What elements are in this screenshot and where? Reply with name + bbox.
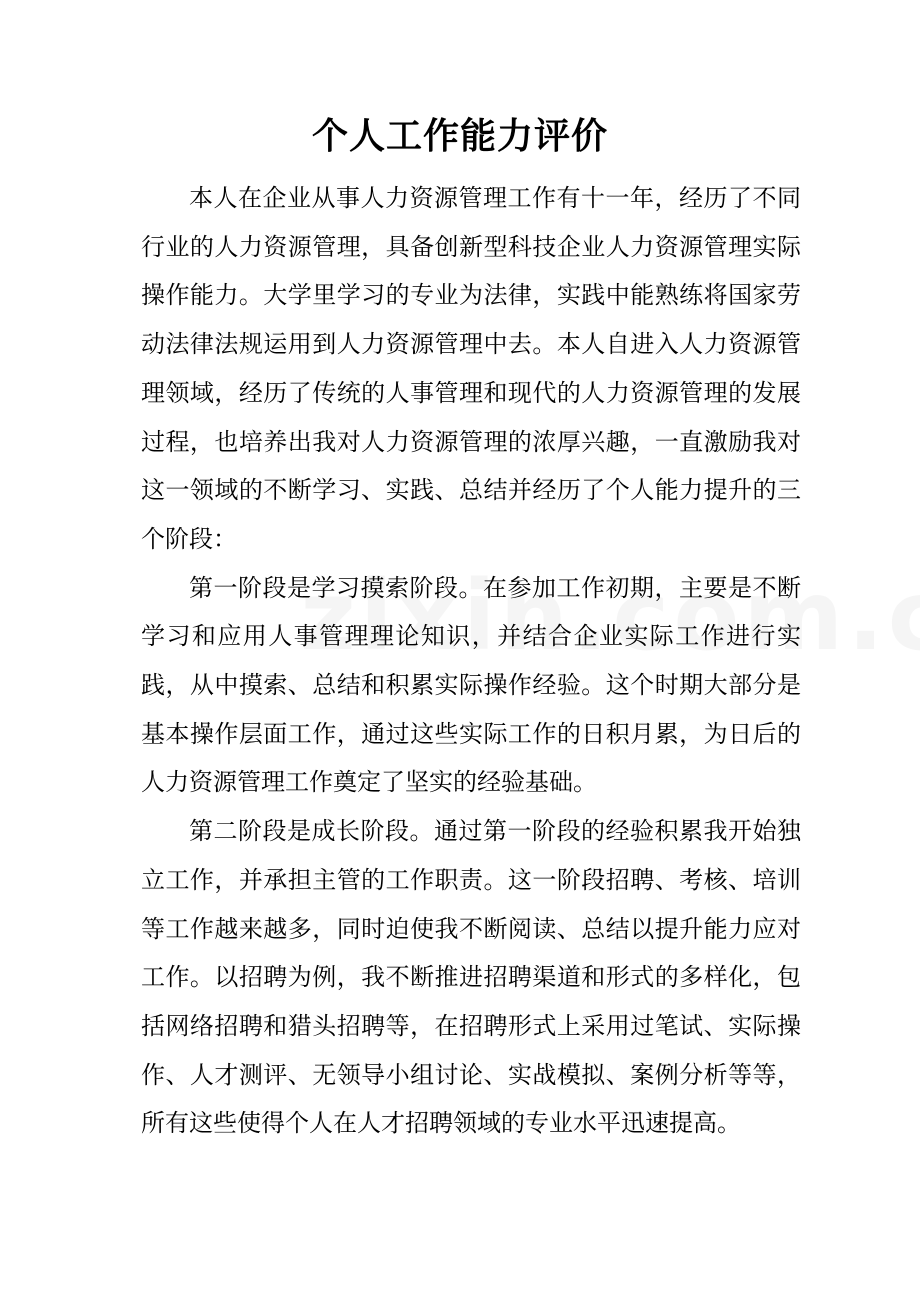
document-title: 个人工作能力评价 <box>311 115 608 157</box>
paragraph-stage-two: 第二阶段是成长阶段。通过第一阶段的经验积累我开始独立工作，并承担主管的工作职责。这一阶段招聘、考核、培训等工作越来越多，同时迫使我不断阅读、总结以提升能力应对工作。以招聘为例，我不断推进招聘渠道和形式的多样化，包括网络招聘和猎头招聘等，在招聘形式上采用过笔试、实际操作、人才测评、无领导小组讨论、实战模拟、案例分析等等，所有这些使得个人在人才招聘领域的专业水平迅速提高。 <box>141 817 801 1138</box>
paragraph-intro: 本人在企业从事人力资源管理工作有十一年，经历了不同行业的人力资源管理，具备创新型科技企业人力资源管理实际操作能力。大学里学习的专业为法律，实践中能熟练将国家劳动法律法规运用到人力资源管理中去。本人自进入人力资源管理领域，经历了传统的人事管理和现代的人力资源管理的发展过程，也培养出我对人力资源管理的浓厚兴趣，一直激励我对这一领域的不断学习、实践、总结并经历了个人能力提升的三个阶段： <box>141 184 801 553</box>
document-body <box>141 174 801 1148</box>
paragraph-stage-one: 第一阶段是学习摸索阶段。在参加工作初期，主要是不断学习和应用人事管理理论知识，并结合企业实际工作进行实践，从中摸索、总结和积累实际操作经验。这个时期大部分是基本操作层面工作，通过这些实际工作的日积月累，为日后的人力资源管理工作奠定了坚实的经验基础。 <box>141 573 801 797</box>
